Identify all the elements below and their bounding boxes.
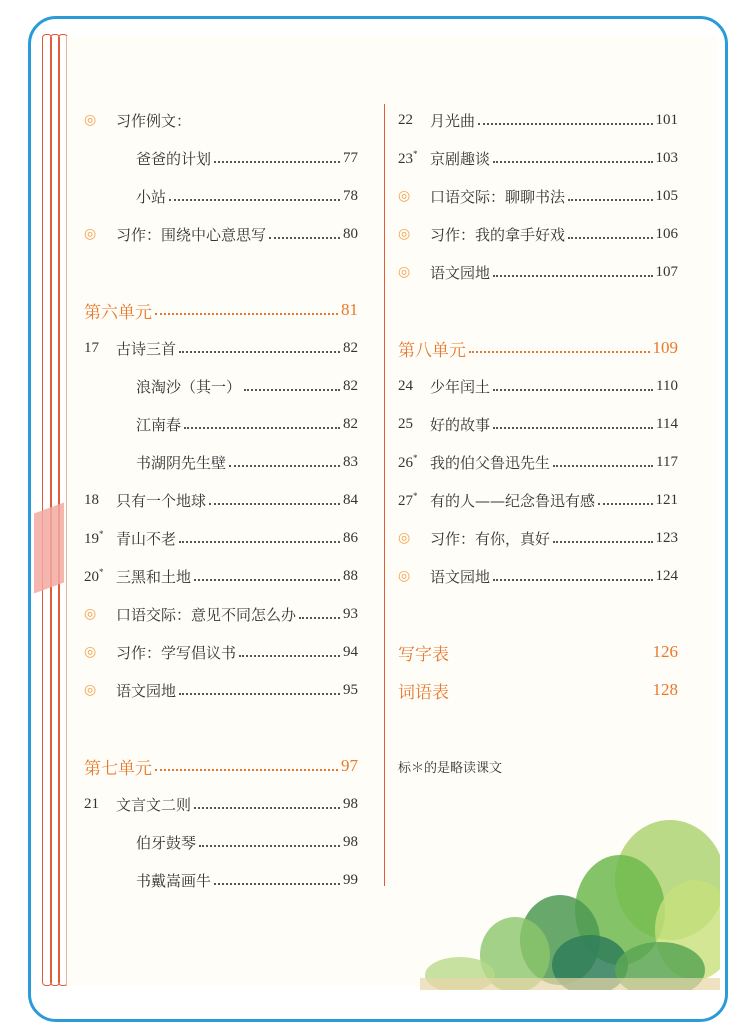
- entry-title: 语文园地: [430, 263, 491, 282]
- leader-dots: [179, 351, 340, 353]
- page-number: 107: [655, 263, 678, 280]
- page-number: 86: [343, 529, 358, 546]
- page-number: 77: [343, 149, 358, 166]
- entry-title: 少年闰土: [430, 377, 491, 396]
- toc-entry[interactable]: [84, 139, 358, 177]
- skim-reading-mark: *: [99, 528, 104, 539]
- leader-dots: [553, 465, 653, 467]
- leader-dots: [568, 237, 652, 239]
- page-number: 121: [655, 491, 678, 508]
- trees-illustration: [420, 800, 720, 990]
- page-number: 123: [655, 529, 678, 546]
- entry-title: 有的人——纪念鲁迅有感: [430, 491, 596, 510]
- entry-title: 习作：围绕中心意思写: [116, 225, 267, 244]
- leader-dots: [155, 313, 338, 315]
- page-number: 82: [343, 339, 358, 356]
- page-tab: [34, 503, 64, 594]
- toc-entry[interactable]: [84, 633, 358, 671]
- toc-entry[interactable]: [398, 443, 678, 481]
- toc-entry[interactable]: [398, 101, 678, 139]
- page-number: 101: [655, 111, 678, 128]
- entry-title: 好的故事: [430, 415, 491, 434]
- entry-title: 京剧趣谈: [430, 149, 491, 168]
- leader-dots: [493, 275, 652, 277]
- leader-dots: [493, 579, 652, 581]
- lesson-number: 21: [84, 795, 99, 812]
- entry-title: 书湖阴先生壁: [136, 453, 227, 472]
- page-number: 81: [341, 300, 358, 319]
- lesson-number: 18: [84, 491, 99, 508]
- lesson-number: 23*: [398, 148, 418, 167]
- page-number: 88: [343, 567, 358, 584]
- toc-entry[interactable]: [398, 633, 678, 671]
- toc-entry[interactable]: [84, 405, 358, 443]
- toc-entry[interactable]: [398, 329, 678, 367]
- bullet-icon: ◎: [398, 188, 411, 204]
- leader-dots: [214, 883, 340, 885]
- toc-entry[interactable]: [84, 443, 358, 481]
- page-number: 83: [343, 453, 358, 470]
- leader-dots: [179, 541, 340, 543]
- toc-left-column: [84, 101, 358, 899]
- toc-entry[interactable]: [398, 367, 678, 405]
- page-number: 126: [652, 642, 678, 661]
- bullet-icon: ◎: [84, 112, 97, 128]
- bullet-icon: ◎: [398, 226, 411, 242]
- toc-entry[interactable]: [84, 367, 358, 405]
- page-number: 98: [343, 795, 358, 812]
- bullet-icon: ◎: [84, 226, 97, 242]
- bullet-icon: ◎: [398, 530, 411, 546]
- leader-dots: [194, 807, 340, 809]
- toc-entry[interactable]: [84, 861, 358, 899]
- leader-dots: [155, 769, 338, 771]
- footnote: 标＊的是略读课文: [398, 760, 503, 776]
- leader-dots: [209, 503, 340, 505]
- toc-entry[interactable]: [398, 405, 678, 443]
- skim-reading-mark: *: [413, 490, 418, 501]
- entry-title: 口语交际：意见不同怎么办: [116, 605, 297, 624]
- leader-dots: [493, 161, 652, 163]
- unit-title: 第六单元: [84, 302, 152, 323]
- leader-dots: [299, 617, 340, 619]
- leader-dots: [184, 427, 340, 429]
- lesson-number: 19*: [84, 528, 104, 547]
- toc-entry[interactable]: [84, 747, 358, 785]
- toc-entry[interactable]: [84, 481, 358, 519]
- page-number: 117: [656, 453, 678, 470]
- entry-title: 习作：有你，真好: [430, 529, 551, 548]
- lesson-number: 17: [84, 339, 99, 356]
- column-divider: [384, 104, 385, 886]
- leader-dots: [244, 389, 340, 391]
- toc-entry[interactable]: [84, 823, 358, 861]
- bullet-icon: ◎: [84, 682, 97, 698]
- unit-title: 第七单元: [84, 758, 152, 779]
- entry-title: 小站: [136, 187, 167, 206]
- entry-title: 古诗三首: [116, 339, 177, 358]
- entry-title: 月光曲: [430, 111, 476, 130]
- page-number: 97: [341, 756, 358, 775]
- page-number: 82: [343, 377, 358, 394]
- page-number: 82: [343, 415, 358, 432]
- page-number: 103: [655, 149, 678, 166]
- leader-dots: [269, 237, 340, 239]
- page-number: 84: [343, 491, 358, 508]
- leader-dots: [179, 693, 340, 695]
- toc-entry[interactable]: [398, 671, 678, 709]
- lesson-number: 26*: [398, 452, 418, 471]
- lesson-number: 25: [398, 415, 413, 432]
- leader-dots: [229, 465, 340, 467]
- toc-entry[interactable]: [84, 519, 358, 557]
- leader-dots: [478, 123, 652, 125]
- page-number: 93: [343, 605, 358, 622]
- bullet-icon: ◎: [398, 264, 411, 280]
- entry-title: 习作：我的拿手好戏: [430, 225, 566, 244]
- page-number: 105: [655, 187, 678, 204]
- toc-entry[interactable]: [84, 101, 358, 139]
- toc-entry[interactable]: [84, 329, 358, 367]
- page-number: 95: [343, 681, 358, 698]
- entry-title: 语文园地: [430, 567, 491, 586]
- entry-title: 文言文二则: [116, 795, 192, 814]
- leader-dots: [598, 503, 652, 505]
- leader-dots: [194, 579, 340, 581]
- bullet-icon: ◎: [84, 644, 97, 660]
- lesson-number: 27*: [398, 490, 418, 509]
- toc-entry[interactable]: [84, 215, 358, 253]
- entry-title: 三黑和土地: [116, 567, 192, 586]
- toc-entry[interactable]: [84, 557, 358, 595]
- page-number: 124: [655, 567, 678, 584]
- toc-entry[interactable]: [398, 557, 678, 595]
- page-number: 109: [652, 338, 678, 357]
- page-number: 78: [343, 187, 358, 204]
- toc-entry[interactable]: [398, 177, 678, 215]
- skim-reading-mark: *: [413, 148, 418, 159]
- toc-entry[interactable]: [84, 595, 358, 633]
- skim-reading-mark: *: [413, 452, 418, 463]
- bullet-icon: ◎: [84, 606, 97, 622]
- toc-entry[interactable]: [398, 215, 678, 253]
- entry-title: 我的伯父鲁迅先生: [430, 453, 551, 472]
- leader-dots: [493, 427, 653, 429]
- entry-title: 伯牙鼓琴: [136, 833, 197, 852]
- page-number: 114: [656, 415, 678, 432]
- leader-dots: [553, 541, 652, 543]
- lesson-number: 24: [398, 377, 413, 394]
- leader-dots: [568, 199, 652, 201]
- entry-title: 书戴嵩画牛: [136, 871, 212, 890]
- page-number: 99: [343, 871, 358, 888]
- leader-dots: [199, 845, 340, 847]
- toc-entry[interactable]: [84, 671, 358, 709]
- page-number: 106: [655, 225, 678, 242]
- leader-dots: [169, 199, 340, 201]
- entry-title: 语文园地: [116, 681, 177, 700]
- entry-title: 江南春: [136, 415, 182, 434]
- unit-title: 第八单元: [398, 340, 466, 361]
- leader-dots: [493, 389, 653, 391]
- entry-title: 习作：学写倡议书: [116, 643, 237, 662]
- leader-dots: [469, 351, 650, 353]
- page-number: 94: [343, 643, 358, 660]
- leader-dots: [239, 655, 340, 657]
- skim-reading-mark: *: [99, 566, 104, 577]
- entry-title: 只有一个地球: [116, 491, 207, 510]
- toc-entry[interactable]: [398, 481, 678, 519]
- entry-title: 词语表: [398, 682, 449, 703]
- toc-entry[interactable]: [84, 291, 358, 329]
- toc-entry[interactable]: [84, 785, 358, 823]
- entry-title: 青山不老: [116, 529, 177, 548]
- entry-title: 爸爸的计划: [136, 149, 212, 168]
- toc-entry[interactable]: [398, 253, 678, 291]
- toc-entry[interactable]: [84, 177, 358, 215]
- page-number: 110: [656, 377, 678, 394]
- entry-title: 浪淘沙（其一）: [136, 377, 242, 396]
- page-number: 128: [652, 680, 678, 699]
- lesson-number: 22: [398, 111, 413, 128]
- toc-entry[interactable]: [398, 139, 678, 177]
- toc-right-column: [398, 101, 678, 785]
- lesson-number: 20*: [84, 566, 104, 585]
- page-number: 98: [343, 833, 358, 850]
- toc-entry[interactable]: [398, 519, 678, 557]
- page-number: 80: [343, 225, 358, 242]
- leader-dots: [214, 161, 340, 163]
- bullet-icon: ◎: [398, 568, 411, 584]
- entry-title: 口语交际：聊聊书法: [430, 187, 566, 206]
- entry-title: 写字表: [398, 644, 449, 665]
- entry-title: 习作例文：: [116, 111, 192, 130]
